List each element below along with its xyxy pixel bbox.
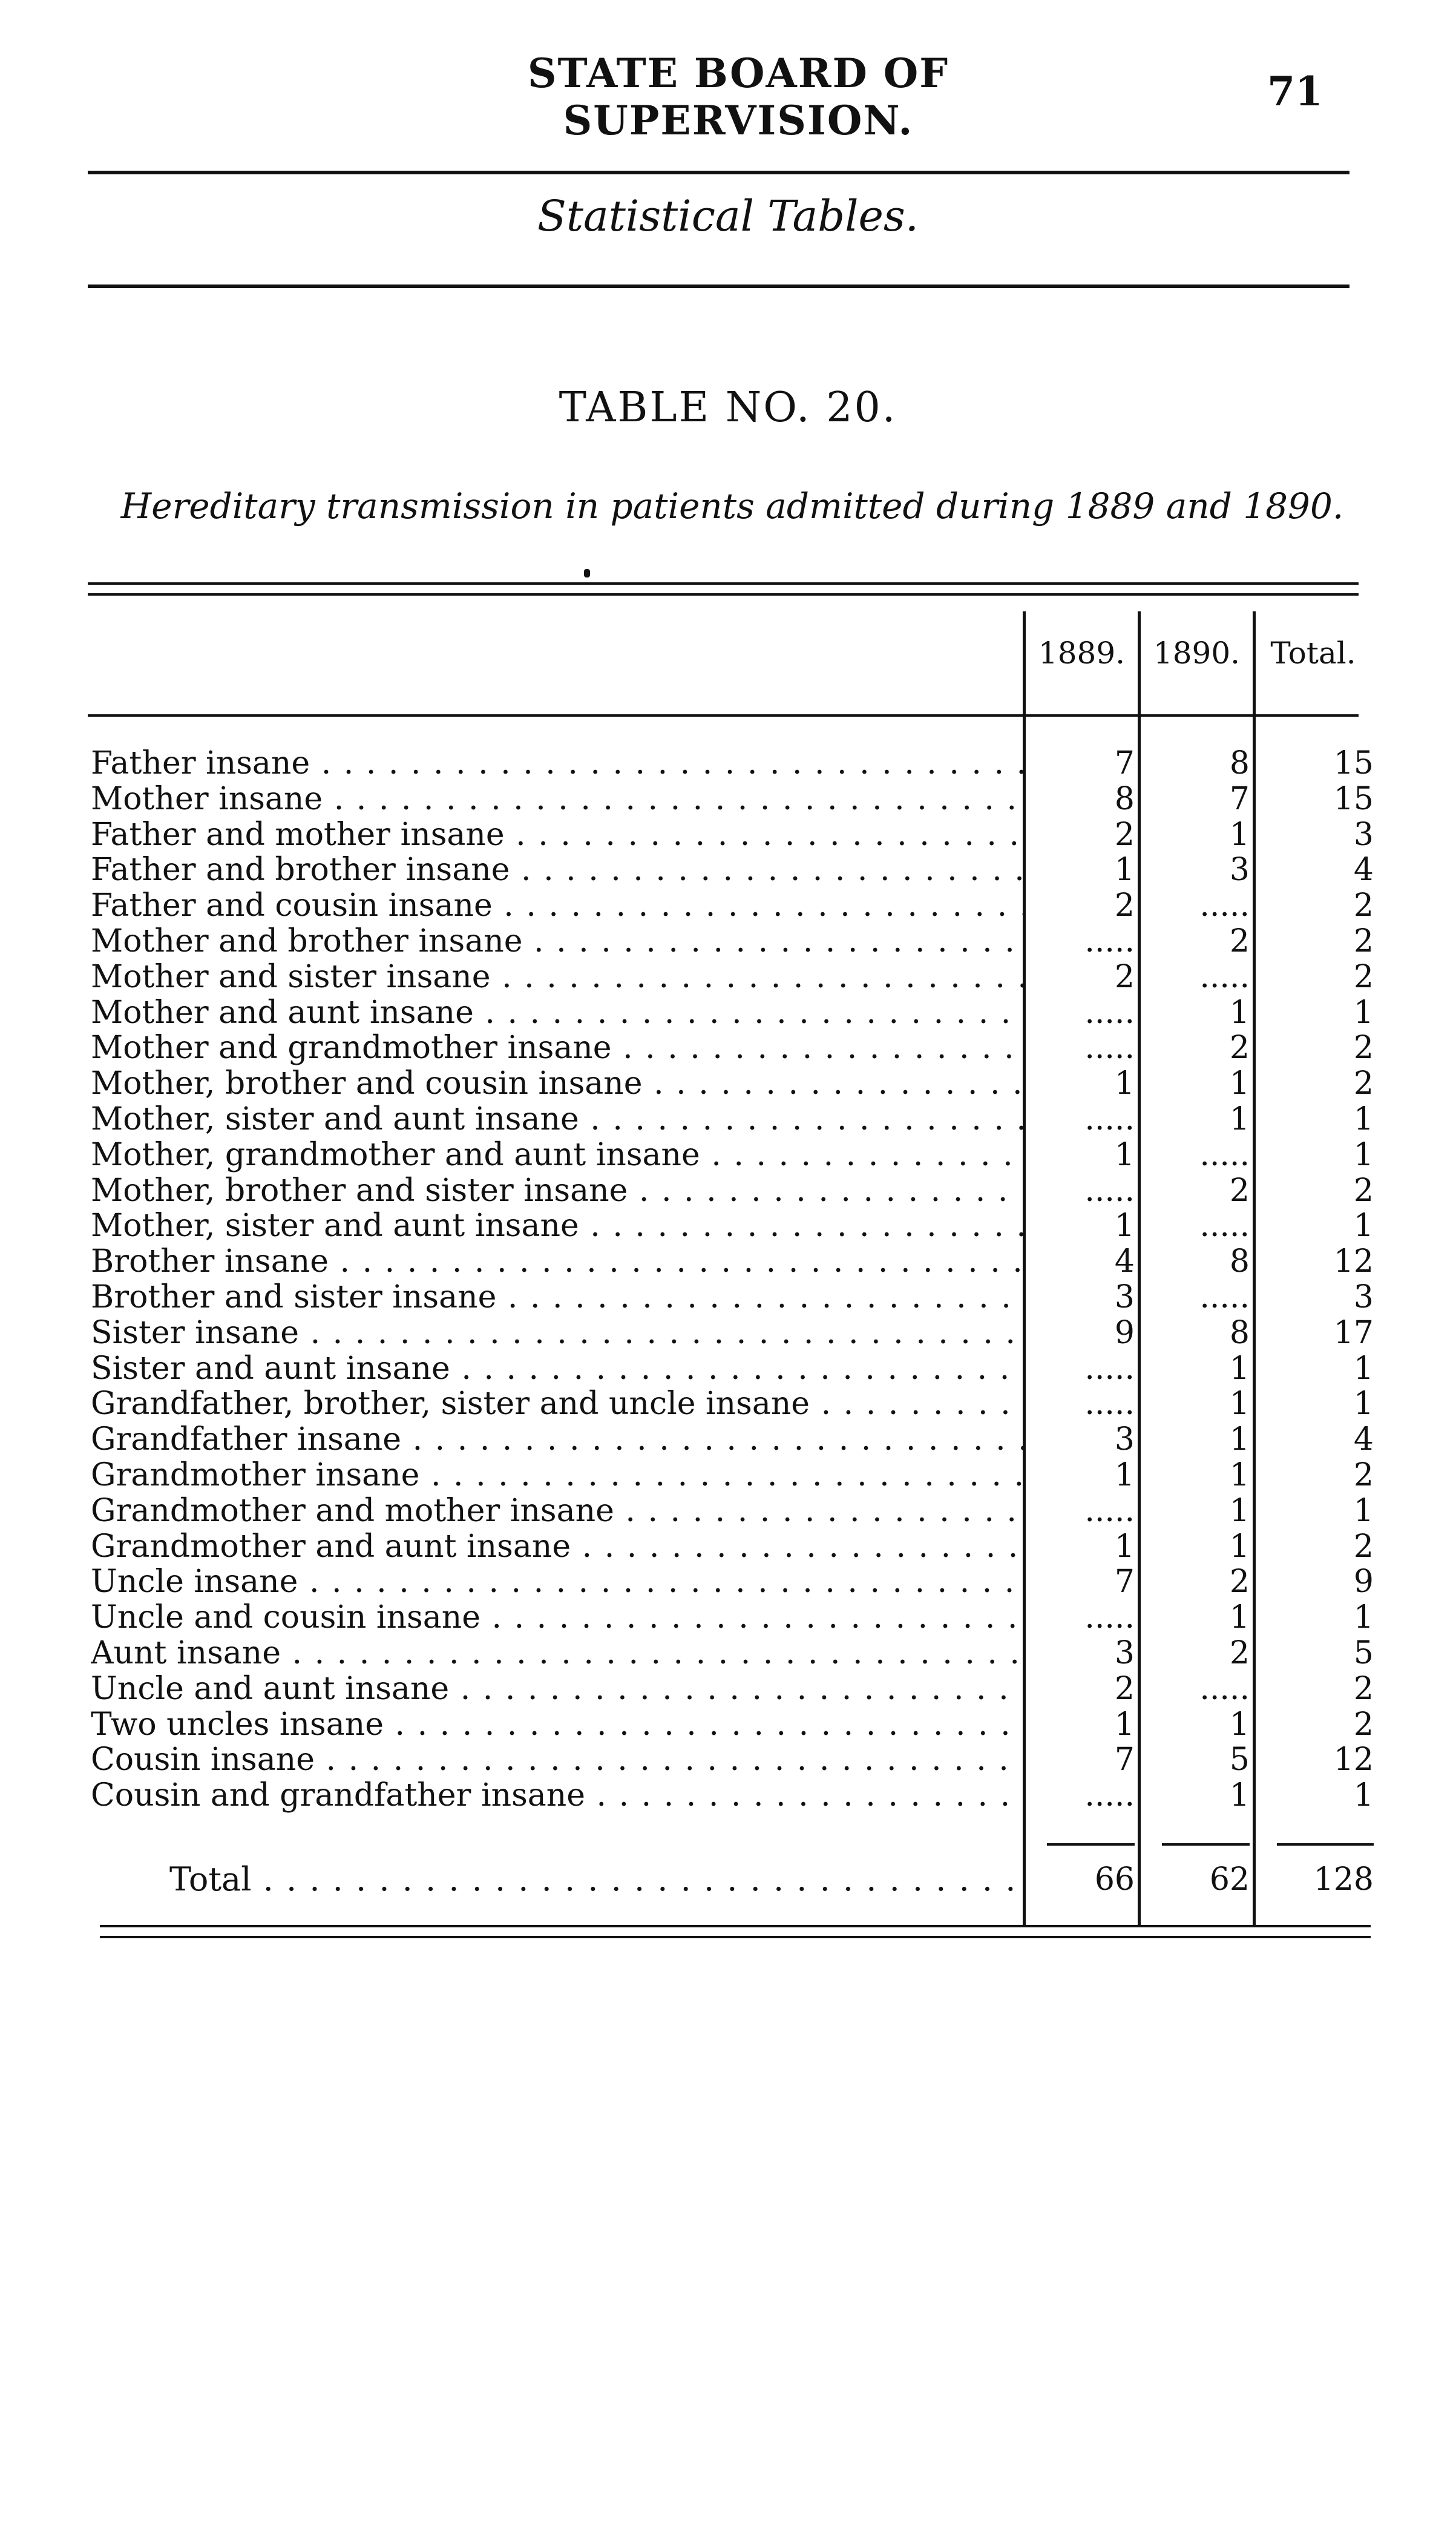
row-label: Mother and grandmother insane . . .	[91, 1030, 1023, 1065]
cell-total: 12	[1333, 1243, 1374, 1280]
table-row	[0, 1600, 1456, 1635]
row-label: Grandfather, brother, sister and uncle insane . . .	[91, 1386, 1023, 1421]
cell-1890: .....	[1199, 887, 1250, 924]
cell-1889: 1	[1114, 1137, 1135, 1173]
table-row	[0, 1137, 1456, 1173]
cell-total: 1	[1353, 1208, 1374, 1244]
table-row	[0, 1315, 1456, 1350]
row-label: Grandfather insane . . .	[91, 1422, 1023, 1457]
cell-total: 2	[1353, 1030, 1374, 1066]
cell-1890: 2	[1229, 1173, 1250, 1209]
table-bottom-rule-2	[100, 1936, 1371, 1938]
cell-total: 1	[1353, 1599, 1374, 1636]
cell-1889: 2	[1114, 887, 1135, 924]
cell-1890: .....	[1199, 1279, 1250, 1315]
table-row	[0, 1707, 1456, 1742]
table-row	[0, 1386, 1456, 1421]
cell-1889: .....	[1084, 1386, 1135, 1422]
row-label: Aunt insane . . .	[91, 1636, 1023, 1671]
column-header-1889: 1889.	[1038, 636, 1126, 671]
table-row	[0, 1102, 1456, 1137]
cell-1889: 1	[1114, 1528, 1135, 1565]
cell-1890: 7	[1229, 781, 1250, 817]
cell-total: 4	[1353, 852, 1374, 888]
cell-1890: 1	[1229, 1599, 1250, 1636]
total-total: 128	[1313, 1861, 1374, 1898]
cell-1889: 1	[1114, 852, 1135, 888]
cell-1889: .....	[1084, 1777, 1135, 1814]
total-rule-total	[1277, 1843, 1374, 1846]
cell-total: 3	[1353, 817, 1374, 853]
total-row	[0, 1858, 1456, 1901]
row-label: Mother and sister insane . . .	[91, 959, 1023, 995]
cell-1890: 1	[1229, 1065, 1250, 1102]
row-label: Mother, grandmother and aunt insane . . .	[91, 1137, 1023, 1173]
row-label: Mother and brother insane . . .	[91, 924, 1023, 959]
cell-1889: 3	[1114, 1635, 1135, 1671]
table-bottom-rule-1	[100, 1925, 1371, 1927]
cell-1889: 2	[1114, 817, 1135, 853]
row-label: Sister and aunt insane . . .	[91, 1351, 1023, 1386]
header-rule-top	[88, 171, 1349, 174]
total-rule-1890	[1162, 1843, 1250, 1846]
cell-1890: 3	[1229, 852, 1250, 888]
cell-1889: 7	[1114, 745, 1135, 781]
cell-1890: 2	[1229, 1635, 1250, 1671]
cell-1889: 1	[1114, 1457, 1135, 1493]
cell-1889: 7	[1114, 1564, 1135, 1600]
running-header-title: STATE BOARD OF SUPERVISION.	[527, 50, 949, 144]
cell-total: 3	[1353, 1279, 1374, 1315]
cell-total: 1	[1353, 1777, 1374, 1814]
cell-1890: 1	[1229, 1421, 1250, 1458]
table-row	[0, 1280, 1456, 1315]
cell-1890: 1	[1229, 1101, 1250, 1137]
cell-total: 2	[1353, 887, 1374, 924]
cell-1889: 1	[1114, 1208, 1135, 1244]
row-label: Uncle and cousin insane . . .	[91, 1600, 1023, 1635]
cell-1890: 8	[1229, 745, 1250, 781]
cell-1889: 1	[1114, 1065, 1135, 1102]
header-rule-bottom	[88, 285, 1349, 288]
row-label: Cousin insane . . .	[91, 1742, 1023, 1777]
cell-total: 2	[1353, 923, 1374, 959]
table-row	[0, 1742, 1456, 1777]
cell-1889: .....	[1084, 1493, 1135, 1529]
table-row	[0, 1422, 1456, 1457]
cell-1890: 8	[1229, 1315, 1250, 1351]
total-rule-1889	[1047, 1843, 1135, 1846]
cell-1890: 5	[1229, 1742, 1250, 1778]
table-row	[0, 1778, 1456, 1813]
cell-1890: 1	[1229, 995, 1250, 1031]
cell-1889: .....	[1084, 995, 1135, 1031]
cell-total: 5	[1353, 1635, 1374, 1671]
table-top-rule-1	[88, 582, 1359, 585]
table-row	[0, 959, 1456, 995]
cell-total: 1	[1353, 1101, 1374, 1137]
row-label: Grandmother insane . . .	[91, 1458, 1023, 1493]
cell-1889: 2	[1114, 1671, 1135, 1707]
table-caption: Hereditary transmission in patients admitted during 1889 and 1890.	[120, 485, 1344, 527]
table-row	[0, 1458, 1456, 1493]
cell-1890: 2	[1229, 923, 1250, 959]
cell-1889: 4	[1114, 1243, 1135, 1280]
cell-1890: 1	[1229, 1386, 1250, 1422]
cell-total: 1	[1353, 1350, 1374, 1387]
table-row	[0, 1208, 1456, 1243]
cell-1889: 2	[1114, 959, 1135, 995]
cell-1890: 1	[1229, 817, 1250, 853]
row-label: Mother insane . . .	[91, 781, 1023, 817]
total-1889: 66	[1094, 1861, 1135, 1898]
cell-total: 15	[1333, 781, 1374, 817]
row-label: Cousin and grandfather insane . . .	[91, 1778, 1023, 1813]
row-label: Uncle and aunt insane . . .	[91, 1671, 1023, 1706]
cell-1890: 1	[1229, 1706, 1250, 1743]
cell-total: 4	[1353, 1421, 1374, 1458]
cell-1889: .....	[1084, 923, 1135, 959]
table-row	[0, 1564, 1456, 1599]
table-row	[0, 1529, 1456, 1564]
cell-total: 2	[1353, 1173, 1374, 1209]
table-row	[0, 888, 1456, 923]
cell-1889: .....	[1084, 1101, 1135, 1137]
cell-total: 2	[1353, 959, 1374, 995]
row-label: Grandmother and mother insane . . .	[91, 1493, 1023, 1528]
table-row	[0, 1066, 1456, 1101]
column-header-rule	[88, 714, 1359, 717]
cell-total: 2	[1353, 1528, 1374, 1565]
row-label: Two uncles insane . . .	[91, 1707, 1023, 1742]
row-label: Mother and aunt insane . . .	[91, 995, 1023, 1030]
table-row	[0, 924, 1456, 959]
row-label: Brother insane . . .	[91, 1244, 1023, 1279]
row-label: Sister insane . . .	[91, 1315, 1023, 1350]
cell-1889: 7	[1114, 1742, 1135, 1778]
cell-total: 9	[1353, 1564, 1374, 1600]
cell-total: 1	[1353, 1386, 1374, 1422]
total-label: Total . . .	[169, 1858, 1023, 1901]
cell-1889: 8	[1114, 781, 1135, 817]
cell-1890: 1	[1229, 1457, 1250, 1493]
cell-1890: .....	[1199, 1208, 1250, 1244]
row-label: Uncle insane . . .	[91, 1564, 1023, 1599]
table-row	[0, 995, 1456, 1030]
table-row	[0, 1244, 1456, 1279]
table-row	[0, 1636, 1456, 1671]
table-row	[0, 1030, 1456, 1065]
cell-total: 12	[1333, 1742, 1374, 1778]
row-label: Father insane . . .	[91, 746, 1023, 781]
cell-1889: 3	[1114, 1421, 1135, 1458]
cell-total: 2	[1353, 1706, 1374, 1743]
cell-total: 15	[1333, 745, 1374, 781]
cell-1889: 1	[1114, 1706, 1135, 1743]
table-row	[0, 1671, 1456, 1706]
row-label: Mother, brother and sister insane . . .	[91, 1173, 1023, 1208]
cell-total: 2	[1353, 1065, 1374, 1102]
cell-total: 17	[1333, 1315, 1374, 1351]
cell-total: 2	[1353, 1457, 1374, 1493]
section-title: Statistical Tables.	[537, 191, 919, 241]
table-row	[0, 1351, 1456, 1386]
row-label: Mother, sister and aunt insane . . .	[91, 1208, 1023, 1243]
cell-1890: .....	[1199, 1137, 1250, 1173]
cell-1890: 2	[1229, 1030, 1250, 1066]
table-row	[0, 746, 1456, 781]
cell-1889: 3	[1114, 1279, 1135, 1315]
row-label: Grandmother and aunt insane . . .	[91, 1529, 1023, 1564]
row-label: Brother and sister insane . . .	[91, 1280, 1023, 1315]
table-number: TABLE NO. 20.	[559, 384, 897, 432]
row-label: Mother, brother and cousin insane . . .	[91, 1066, 1023, 1101]
cell-1890: .....	[1199, 1671, 1250, 1707]
cell-1889: .....	[1084, 1173, 1135, 1209]
table-row	[0, 781, 1456, 817]
cell-total: 2	[1353, 1671, 1374, 1707]
column-header-1890: 1890.	[1153, 636, 1241, 671]
page-number: 71	[1267, 68, 1323, 115]
row-label: Father and cousin insane . . .	[91, 888, 1023, 923]
row-label: Mother, sister and aunt insane . . .	[91, 1102, 1023, 1137]
cell-1890: 1	[1229, 1493, 1250, 1529]
cell-1890: 1	[1229, 1528, 1250, 1565]
cell-1890: 8	[1229, 1243, 1250, 1280]
cell-1889: .....	[1084, 1599, 1135, 1636]
row-label: Father and brother insane . . .	[91, 852, 1023, 887]
table-row	[0, 1173, 1456, 1208]
row-label: Father and mother insane . . .	[91, 817, 1023, 852]
cell-1890: 1	[1229, 1350, 1250, 1387]
cell-total: 1	[1353, 995, 1374, 1031]
cell-1890: 2	[1229, 1564, 1250, 1600]
cell-1889: 9	[1114, 1315, 1135, 1351]
table-top-rule-2	[88, 593, 1359, 596]
table-top-rule-dot	[584, 569, 590, 577]
table-row	[0, 1493, 1456, 1528]
cell-1889: .....	[1084, 1350, 1135, 1387]
cell-1889: .....	[1084, 1030, 1135, 1066]
table-row	[0, 852, 1456, 887]
cell-total: 1	[1353, 1137, 1374, 1173]
cell-total: 1	[1353, 1493, 1374, 1529]
total-1890: 62	[1209, 1861, 1250, 1898]
column-header-total: Total.	[1270, 636, 1356, 671]
table-row	[0, 817, 1456, 852]
cell-1890: .....	[1199, 959, 1250, 995]
cell-1890: 1	[1229, 1777, 1250, 1814]
